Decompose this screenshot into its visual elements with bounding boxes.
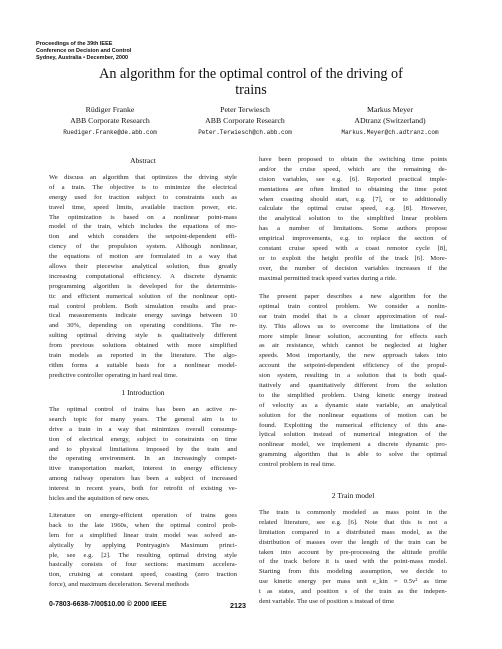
text-line: dent variable. The use of position s instead of time [259,598,395,606]
text-line: The train is commonly modeled as mass point in the [259,509,447,516]
text-line: and 30%, depending on operating conditions. The re- [49,322,237,330]
body-paragraph [259,155,447,284]
copyright-footer: 0-7803-6638-7/00$10.00 © 2000 IEEE [49,601,167,608]
author-email: Ruediger.Franke@de.abb.com [63,128,157,136]
text-line: Starting from this modeling assumption, we decide to [259,568,447,576]
text-line: among railway operators has been a subject of increased [49,475,237,483]
text-line: hicles and the aquisition of new ones. [49,495,150,503]
title-line: An algorithm for the optimal control of the driving of [99,66,403,82]
text-line: as air resistance, which cannot be neglected at higher [259,342,447,350]
text-line: search topic for many years. The general aim is to [49,415,237,423]
text-line: We discuss an algorithm that optimizes the driving style [49,174,237,181]
text-line: basically consists of four sections: maximum accelera- [49,561,237,569]
text-line: ear train model that is a closer approximation of real- [259,312,447,320]
text-line: has a number of limitations. Some authors propose [259,225,447,233]
text-line: interest in recent years, both for retrofit of existing ve- [49,485,237,493]
text-line: distribution of masses over the length of the train can be [259,538,447,546]
body-paragraph [259,292,447,470]
conference-line: Sydney, Australia • December, 2000 [36,54,129,61]
text-line: to the simplified problem. Using kinetic energy instead [259,391,447,399]
text-line: rithm forms a suitable basis for a nonlinear model- [49,361,237,369]
text-line: alytically by applying Pontryagin's Maximum princi- [49,541,237,549]
page-number: 2123 [230,601,246,610]
body-paragraph [259,508,447,607]
text-line: itatively and quantitatively different from the solution [259,382,447,390]
author-affiliation: ADtranz (Switzerland) [354,116,426,126]
text-line: constant cruise speed with a coast remotor cycle [8], [259,245,447,253]
author-meyer [320,104,460,138]
text-line: drive a train in a way that minimizes overall consump- [49,425,237,433]
text-line: model of the train, which includes the equations of mo- [49,223,237,231]
text-line: travel time, speed limits, available traction power, etc. [49,203,237,211]
text-line: or to exploit the height profile of the track [6]. More- [259,254,447,262]
author-email: Markus.Meyer@ch.adtranz.com [341,128,439,136]
text-line: the equations of motion are formulated in a way that [49,253,237,261]
author-affiliation: ABB Corporate Research [205,116,285,126]
text-line: The optimization is based on a nonlinear point-mass [49,213,237,221]
text-line: sulting optimal driving style is qualitatively different [49,332,237,340]
text-line: calculate the optimal cruise speed, e.g. [8]. However, [259,205,447,213]
text-line: energy used for traction subject to constraints such as [49,193,237,201]
title-line: trains [235,82,267,98]
text-line: solution for the nonlinear equations of motion can be [259,411,447,419]
author-email: Peter.Terwiesch@ch.abb.com [198,128,292,136]
text-line: tion and which considers the setpoint-dependent effi- [49,233,237,241]
text-line: programming algorithm is developed for the determinis- [49,282,237,290]
text-line: increasing computational efficiency. A discrete dynamic [49,272,237,280]
text-line: sion system, resulting in a solution that is both qual- [259,372,447,380]
text-line: from previous solutions obtained with more simplified [49,342,237,350]
text-line: limitation compared to a distributed mass model, as the [259,528,447,536]
text-line: allows their piecewise analytical solution, thus greatly [49,263,237,271]
text-line: mentations are often limited to obtaining the time point [259,185,447,193]
text-line: maximal permitted track speed varies during a ride. [259,274,397,282]
text-line: train models as reported in the literature. The algo- [49,352,237,360]
conference-header [36,41,236,61]
text-line: lem for a simplified linear train model was solved an- [49,531,237,539]
author-name: Peter Terwiesch [220,105,270,114]
text-line: The present paper describes a new algorithm for the [259,293,447,300]
text-line: tic and efficient numerical solution of the nonlinear opti- [49,292,237,300]
text-line: tion of electrical energy, subject to constraints on time [49,435,237,443]
text-line: taken into account by pre-processing the altitude profile [259,548,447,556]
text-line: itive transportation market, interest in energy efficiency [49,465,237,473]
author-franke [40,104,180,138]
conference-line: Proceedings of the 39th IEEE [36,41,113,47]
author-name: Markus Meyer [366,105,414,114]
text-line: use kinetic energy per mass unit e_kin = 0.5v² as time [259,578,447,586]
text-line: of velocity as a dynamic state variable, an analytical [259,401,447,409]
text-line: back to the late 1960s, when the optimal control prob- [49,521,237,529]
introduction-heading: 1 Introduction [121,388,165,397]
abstract-heading: Abstract [130,156,156,165]
text-line: of a train. The objective is to minimize the electrical [49,183,237,191]
text-line: empirical improvements, e.g. to replace the section of [259,235,447,243]
abstract-text [49,173,237,381]
text-line: control problem in real time. [259,461,336,469]
text-line: more simple linear solution, accounting for effects such [259,332,447,340]
author-affiliation: ABB Corporate Research [70,116,150,126]
text-line: cision variables, see e.g. [6]. Reported practical imple- [259,175,447,183]
text-line: Literature on energy-efficient operation of trains goes [49,512,237,519]
text-line: over, the number of decision variables increases if the [259,264,447,272]
text-line: when coasting should start, e.g. [7], or to additionally [259,195,447,203]
text-line: tical measurements indicate energy savings between 10 [49,312,237,320]
text-line: of the track before it is used with the point-mass model. [259,558,447,566]
author-terwiesch [175,104,315,138]
text-line: and/or the cruise speed, which are the remaining de- [259,165,447,173]
text-line: nonlinear model, we implement a discrete dynamic pro- [259,441,447,449]
introduction-paragraph [49,511,237,590]
text-line: mal control problem. Both simulation results and prac- [49,302,237,310]
text-line: ple, see e.g. [2]. The resulting optimal driving style [49,551,237,559]
text-line: ity. This allows us to overcome the limitations of the [259,322,447,330]
text-line: speeds. Most importantly, the new approach takes into [259,352,447,360]
text-line: have been proposed to obtain the switching time points [259,156,447,163]
text-line: and to physical limitations imposed by the train and [49,445,237,453]
text-line: optimal train control problem. We consider a nonlin- [259,302,447,310]
text-line: tion, cruising at constant speed, coasting (zero traction [49,571,237,579]
text-line: ciency of the propulsion system. Although nonlinear, [49,243,237,251]
text-line: found. Exploiting the numerical efficiency of this ana- [259,421,447,429]
text-line: the operating environment. In an increasingly compet- [49,455,237,463]
paper-title [20,66,482,98]
text-line: account the setpoint-dependent efficiency of the propul- [259,362,447,370]
train-model-heading: 2 Train model [331,491,375,500]
introduction-paragraph [49,405,237,504]
text-line: gramming algorithm that is able to solve the optimal [259,451,447,459]
text-line: the analytical solution to the simplified linear problem [259,215,447,223]
conference-line: Conference on Decision and Control [36,47,132,54]
text-line: related literature, see e.g. [6]. Note that this is not a [259,518,447,526]
author-name: Rüdiger Franke [85,105,135,114]
text-line: predictive controller operating in hard real time. [49,371,178,379]
text-line: force), and maximum deceleration. Several methods [49,581,189,589]
text-line: t as states, and position s of the train as the indepen- [259,588,447,596]
text-line: lytical solution instead of numerical integration of the [259,431,447,439]
text-line: The optimal control of trains has been an active re- [49,406,237,413]
